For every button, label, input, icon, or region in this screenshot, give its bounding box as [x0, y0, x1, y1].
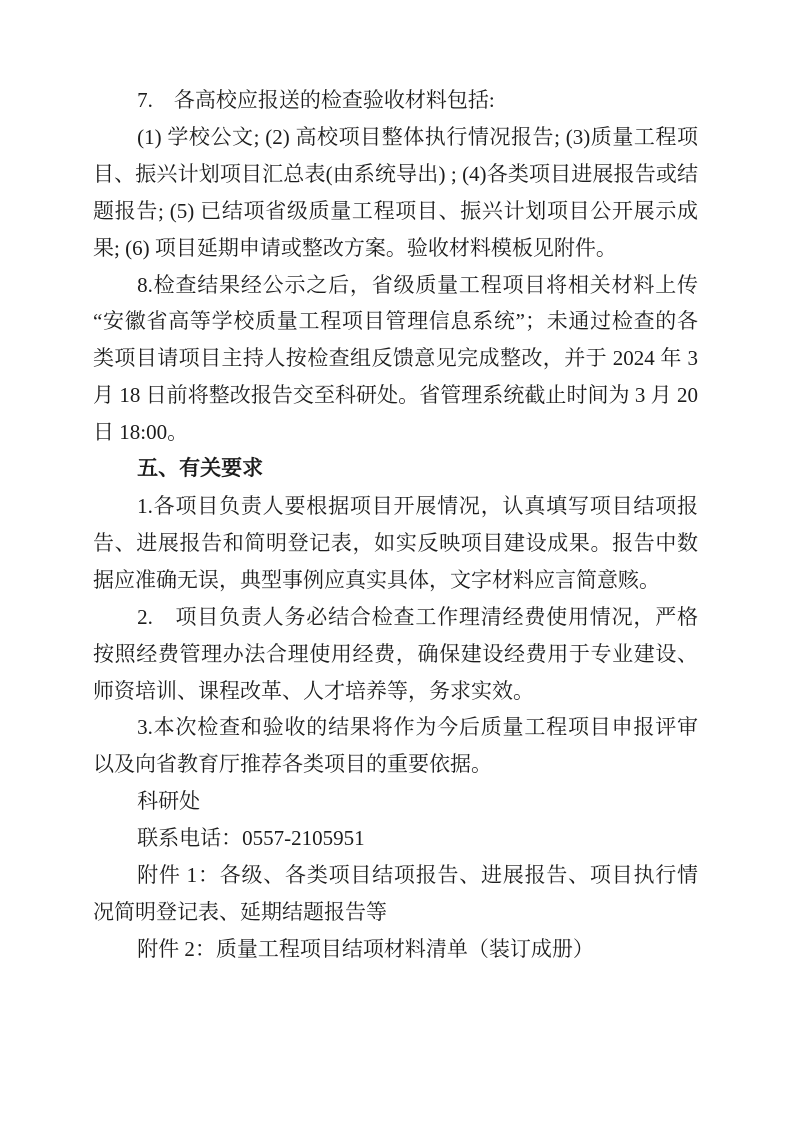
- paragraph-attachment-1: 附件 1：各级、各类项目结项报告、进展报告、项目执行情况简明登记表、延期结题报告等: [93, 863, 698, 924]
- paragraph-department-signature: 科研处: [137, 789, 201, 814]
- section-heading-requirements: 五、有关要求: [137, 457, 264, 481]
- paragraph-requirement-2: 2. 项目负责人务必结合检查工作理清经费使用情况，严格按照经费管理办法合理使用经费，确保建设经费用于专业建设、师资培训、课程改革、人才培养等，务求实效。: [93, 604, 698, 703]
- paragraph-attachment-2: 附件 2：质量工程项目结项材料清单（装订成册）: [137, 936, 594, 961]
- paragraph-contact-phone: 联系电话：0557-2105951: [137, 826, 365, 851]
- paragraph-requirement-3: 3.本次检查和验收的结果将作为今后质量工程项目申报评审以及向省教育厅推荐各类项目的重要依据。: [93, 715, 698, 777]
- paragraph-materials-list: (1) 学校公文; (2) 高校项目整体执行情况报告; (3)质量工程项目、振兴计划项目汇总表(由系统导出) ; (4)各类项目进展报告或结题报告; (5) 已结项省级质量工程项目、振兴计划项目公开展示成果; (6) 项目延期申请或整改方案。验收材料模板见附件。: [93, 124, 698, 260]
- paragraph-item-7-materials-intro: 7. 各高校应报送的检查验收材料包括:: [137, 88, 495, 112]
- document-body: [93, 82, 698, 968]
- paragraph-item-8-result-upload: 8.检查结果经公示之后，省级质量工程项目将相关材料上传 “安徽省高等学校质量工程项目管理信息系统”；未通过检查的各类项目请项目主持人按检查组反馈意见完成整改，并于 2024 年 3 月 18 日前将整改报告交至科研处。省管理系统截止时间为 3 月 20 日 18:00。: [93, 272, 698, 445]
- paragraph-requirement-1: 1.各项目负责人要根据项目开展情况，认真填写项目结项报告、进展报告和简明登记表，如实反映项目建设成果。报告中数据应准确无误，典型事例应真实具体，文字材料应言简意赅。: [93, 493, 698, 592]
